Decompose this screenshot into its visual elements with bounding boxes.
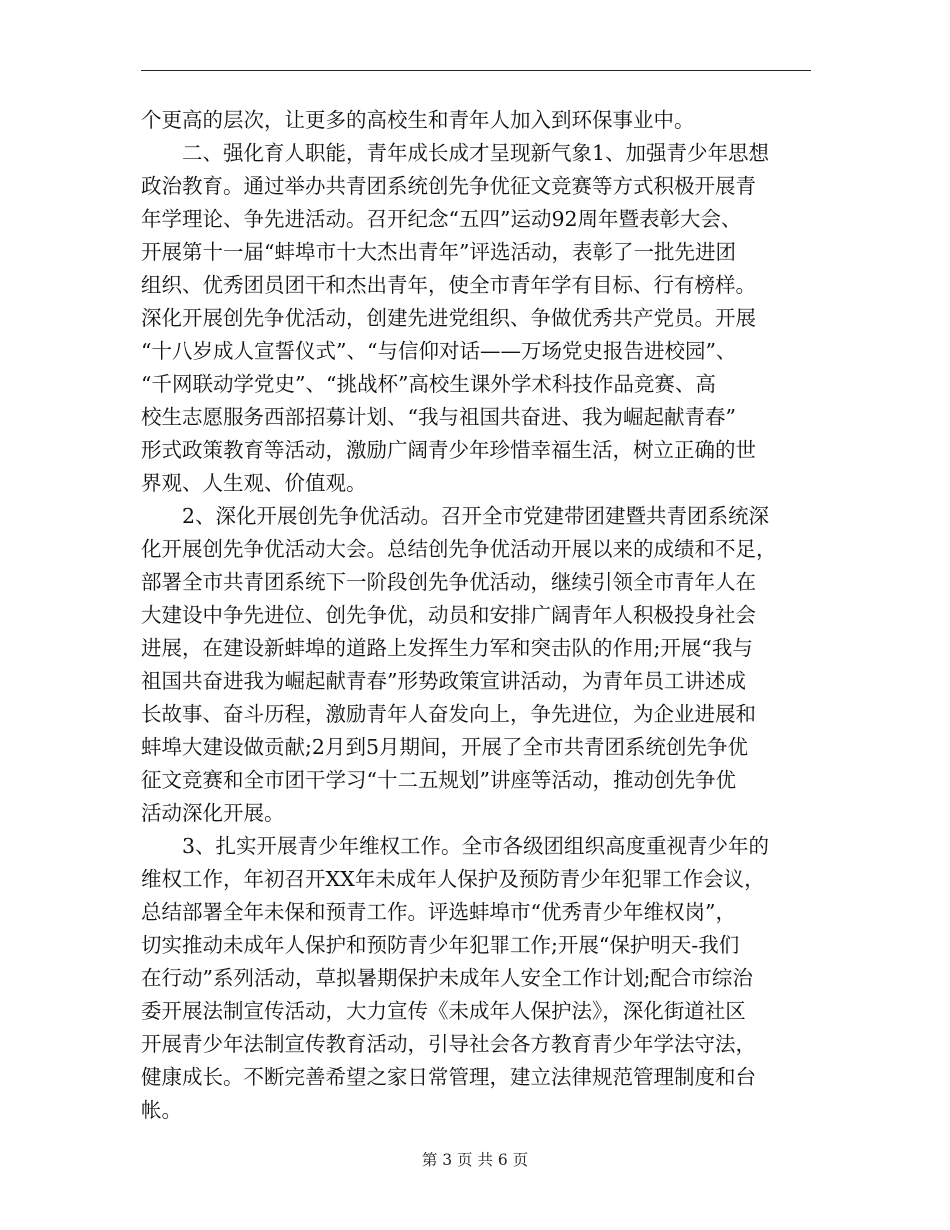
header-divider	[141, 70, 811, 71]
text-line: 切实推动未成年人保护和预防青少年犯罪工作;开展“保护明天-我们	[141, 933, 740, 957]
text-line: 政治教育。通过举办共青团系统创先争优征文竞赛等方式积极开展青	[141, 174, 756, 198]
document-body	[141, 104, 813, 1127]
text-line: 祖国共奋进我为崛起献青春”形势政策宣讲活动，为青年员工讲述成	[141, 669, 746, 693]
text-line: 校生志愿服务西部招募计划、“我与祖国共奋进、我为崛起献青春”	[141, 405, 736, 429]
text-line: 2、深化开展创先争优活动。召开全市党建带团建暨共青团系统深	[182, 504, 770, 528]
text-line: 深化开展创先争优活动，创建先进党组织、争做优秀共产党员。开展	[141, 306, 756, 330]
text-line: 界观、人生观、价值观。	[141, 471, 367, 495]
text-line: 进展，在建设新蚌埠的道路上发挥生力军和突击队的作用;开展“我与	[141, 636, 753, 660]
text-line: 年学理论、争先进活动。召开纪念“五四”运动92周年暨表彰大会、	[141, 207, 742, 231]
text-line: 健康成长。不断完善希望之家日常管理，建立法律规范管理制度和台	[141, 1065, 756, 1089]
text-line: 3、扎实开展青少年维权工作。全市各级团组织高度重视青少年的	[182, 834, 770, 858]
text-line: 开展青少年法制宣传教育活动，引导社会各方教育青少年学法守法，	[141, 1032, 756, 1056]
text-line: 部署全市共青团系统下一阶段创先争优活动，继续引领全市青年人在	[141, 570, 756, 594]
text-line: “十八岁成人宣誓仪式”、“与信仰对话——万场党史报告进校园”、	[141, 339, 737, 363]
text-line: 组织、优秀团员团干和杰出青年，使全市青年学有目标、行有榜样。	[141, 273, 756, 297]
text-line: 在行动”系列活动，草拟暑期保护未成年人安全工作计划;配合市综治	[141, 966, 753, 990]
text-line: 总结部署全年未保和预青工作。评选蚌埠市“优秀青少年维权岗”，	[141, 900, 736, 924]
text-line: 维权工作，年初召开XX年未成年人保护及预防青少年犯罪工作会议，	[141, 867, 765, 891]
text-line: 形式政策教育等活动，激励广阔青少年珍惜幸福生活，树立正确的世	[141, 438, 756, 462]
text-line: 长故事、奋斗历程，激励青年人奋发向上，争先进位，为企业进展和	[141, 702, 756, 726]
text-line: 活动深化开展。	[141, 801, 285, 825]
text-line: 委开展法制宣传活动，大力宣传《未成年人保护法》，深化街道社区	[141, 999, 746, 1023]
page-number-footer: 第 3 页 共 6 页	[421, 1151, 529, 1169]
text-line: 开展第十一届“蚌埠市十大杰出青年”评选活动，表彰了一批先进团	[141, 240, 736, 264]
text-line: 征文竞赛和全市团干学习“十二五规划”讲座等活动，推动创先争优	[141, 768, 736, 792]
text-line: “千网联动学党史”、“挑战杯”高校生课外学术科技作品竞赛、高	[141, 372, 716, 396]
text-line: 二、强化育人职能，青年成长成才呈现新气象1、加强青少年思想	[182, 141, 770, 165]
text-line: 蚌埠大建设做贡献;2月到5月期间，开展了全市共青团系统创先争优	[141, 735, 748, 759]
text-line: 个更高的层次，让更多的高校生和青年人加入到环保事业中。	[141, 108, 695, 132]
text-line: 大建设中争先进位、创先争优，动员和安排广阔青年人积极投身社会	[141, 603, 756, 627]
text-line: 帐。	[141, 1098, 182, 1122]
text-line: 化开展创先争优活动大会。总结创先争优活动开展以来的成绩和不足，	[141, 537, 777, 561]
